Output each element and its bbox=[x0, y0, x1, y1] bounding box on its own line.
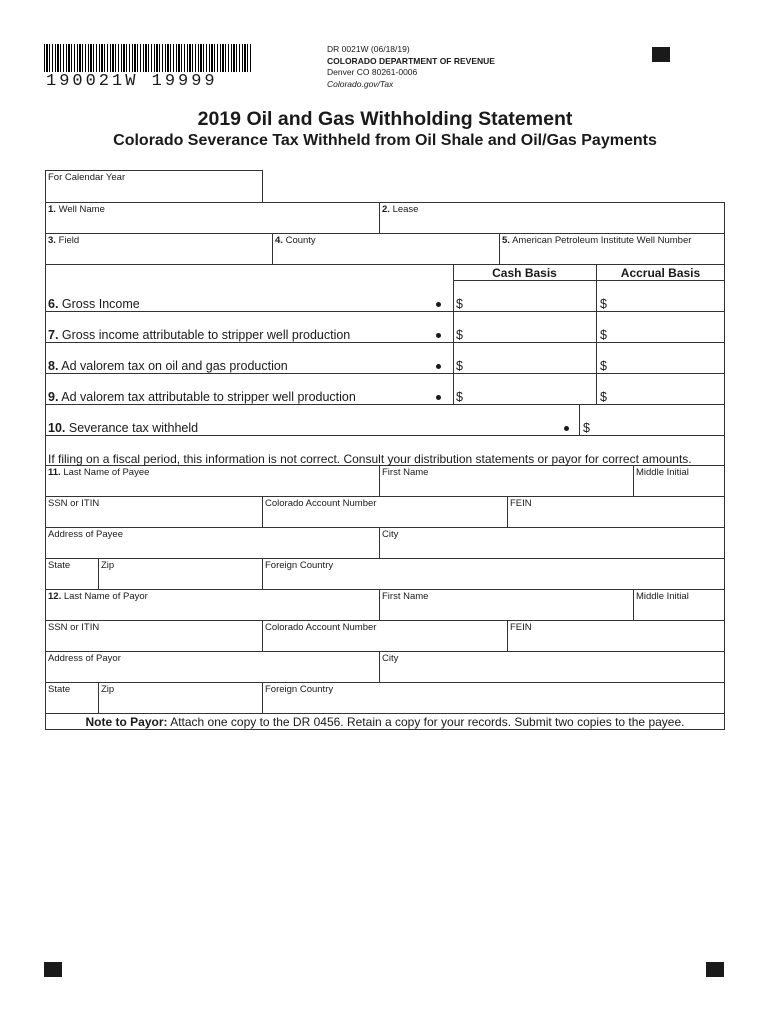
divider bbox=[45, 589, 725, 590]
payee-first-name-field[interactable]: First Name bbox=[382, 467, 429, 478]
divider bbox=[45, 682, 725, 683]
payee-co-account-field[interactable]: Colorado Account Number bbox=[265, 498, 377, 509]
payor-co-account-field[interactable]: Colorado Account Number bbox=[265, 622, 377, 633]
payor-state-field[interactable]: State bbox=[48, 684, 71, 695]
divider bbox=[262, 496, 263, 527]
county-field[interactable]: 4. County bbox=[275, 235, 316, 246]
payor-address-field[interactable]: Address of Payor bbox=[48, 653, 121, 664]
severance-tax-field[interactable]: $ bbox=[583, 421, 590, 435]
divider bbox=[45, 527, 725, 528]
bullet-icon bbox=[436, 364, 441, 369]
gross-income-label: 6. Gross Income bbox=[48, 297, 140, 311]
agency-name: COLORADO DEPARTMENT OF REVENUE bbox=[327, 55, 495, 66]
cash-basis-header: Cash Basis bbox=[492, 266, 557, 280]
payor-middle-initial-field[interactable]: Middle Initial bbox=[636, 591, 689, 602]
payee-last-name-field[interactable]: 11. Last Name of Payee bbox=[48, 467, 150, 478]
payee-middle-initial-field[interactable]: Middle Initial bbox=[636, 467, 689, 478]
cash-ad-valorem-stripper-field[interactable]: $ bbox=[456, 390, 463, 404]
payee-state-field[interactable]: State bbox=[48, 560, 71, 571]
field-field[interactable]: 3. Field bbox=[48, 235, 80, 246]
divider bbox=[262, 558, 263, 589]
bullet-icon bbox=[436, 302, 441, 307]
divider bbox=[98, 682, 99, 713]
bullet-icon bbox=[436, 395, 441, 400]
divider bbox=[262, 620, 263, 651]
divider bbox=[507, 620, 508, 651]
registration-mark bbox=[706, 962, 724, 977]
accrual-ad-valorem-field[interactable]: $ bbox=[600, 359, 607, 373]
divider bbox=[453, 264, 454, 404]
accrual-stripper-income-field[interactable]: $ bbox=[600, 328, 607, 342]
divider bbox=[507, 496, 508, 527]
barcode bbox=[44, 44, 252, 72]
divider bbox=[596, 264, 597, 404]
lease-field[interactable]: 2. Lease bbox=[382, 204, 419, 215]
divider bbox=[379, 202, 380, 233]
divider bbox=[98, 558, 99, 589]
severance-tax-label: 10. Severance tax withheld bbox=[48, 421, 199, 435]
cash-ad-valorem-field[interactable]: $ bbox=[456, 359, 463, 373]
bullet-icon bbox=[564, 426, 569, 431]
stripper-income-label: 7. Gross income attributable to stripper well production bbox=[48, 328, 351, 342]
divider bbox=[45, 264, 725, 265]
divider bbox=[272, 233, 273, 264]
payee-address-field[interactable]: Address of Payee bbox=[48, 529, 123, 540]
api-well-number-field[interactable]: 5. American Petroleum Institute Well Number bbox=[502, 235, 692, 246]
divider bbox=[45, 435, 725, 436]
divider bbox=[453, 280, 725, 281]
ad-valorem-stripper-label: 9. Ad valorem tax attributable to stripper well production bbox=[48, 390, 356, 404]
fiscal-period-note: If filing on a fiscal period, this information is not correct. Consult your distribution statements or payor for correct amounts. bbox=[48, 452, 692, 466]
payee-fein-field[interactable]: FEIN bbox=[510, 498, 532, 509]
payee-zip-field[interactable]: Zip bbox=[101, 560, 115, 571]
accrual-ad-valorem-stripper-field[interactable]: $ bbox=[600, 390, 607, 404]
divider bbox=[262, 682, 263, 713]
form-header bbox=[327, 44, 495, 90]
accrual-gross-income-field[interactable]: $ bbox=[600, 297, 607, 311]
divider bbox=[379, 527, 380, 558]
divider bbox=[45, 558, 725, 559]
divider bbox=[45, 311, 725, 312]
payor-fein-field[interactable]: FEIN bbox=[510, 622, 532, 633]
payee-city-field[interactable]: City bbox=[382, 529, 399, 540]
payor-zip-field[interactable]: Zip bbox=[101, 684, 115, 695]
form-id: DR 0021W (06/18/19) bbox=[327, 44, 410, 54]
divider bbox=[379, 465, 380, 496]
divider bbox=[45, 373, 725, 374]
agency-website: Colorado.gov/Tax bbox=[327, 78, 394, 89]
cash-gross-income-field[interactable]: $ bbox=[456, 297, 463, 311]
registration-mark bbox=[44, 962, 62, 977]
agency-address: Denver CO 80261-0006 bbox=[327, 67, 418, 77]
divider bbox=[499, 233, 500, 264]
payee-foreign-country-field[interactable]: Foreign Country bbox=[265, 560, 334, 571]
divider bbox=[45, 233, 725, 234]
divider bbox=[579, 404, 580, 435]
divider bbox=[45, 620, 725, 621]
registration-mark bbox=[652, 47, 670, 62]
divider bbox=[45, 651, 725, 652]
payor-first-name-field[interactable]: First Name bbox=[382, 591, 429, 602]
divider bbox=[45, 496, 725, 497]
accrual-basis-header: Accrual Basis bbox=[620, 266, 701, 280]
well-name-field[interactable]: 1. Well Name bbox=[48, 204, 105, 215]
ad-valorem-label: 8. Ad valorem tax on oil and gas production bbox=[48, 359, 288, 373]
payor-city-field[interactable]: City bbox=[382, 653, 399, 664]
divider bbox=[379, 651, 380, 682]
payee-ssn-field[interactable]: SSN or ITIN bbox=[48, 498, 100, 509]
bullet-icon bbox=[436, 333, 441, 338]
divider bbox=[45, 713, 725, 714]
divider bbox=[45, 342, 725, 343]
divider bbox=[379, 589, 380, 620]
divider bbox=[633, 465, 634, 496]
divider bbox=[45, 404, 725, 405]
divider bbox=[633, 589, 634, 620]
barcode-number: 190021W 19999 bbox=[46, 72, 218, 91]
payor-ssn-field[interactable]: SSN or ITIN bbox=[48, 622, 100, 633]
note-to-payor: Note to Payor: Attach one copy to the DR 0456. Retain a copy for your records. Submit two copies to the payee. bbox=[85, 715, 685, 729]
form-subtitle: Colorado Severance Tax Withheld from Oil Shale and Oil/Gas Payments bbox=[113, 132, 657, 149]
payor-foreign-country-field[interactable]: Foreign Country bbox=[265, 684, 334, 695]
calendar-year-label: For Calendar Year bbox=[48, 172, 126, 183]
payor-last-name-field[interactable]: 12. Last Name of Payor bbox=[48, 591, 148, 602]
cash-stripper-income-field[interactable]: $ bbox=[456, 328, 463, 342]
form-title: 2019 Oil and Gas Withholding Statement bbox=[197, 108, 573, 130]
